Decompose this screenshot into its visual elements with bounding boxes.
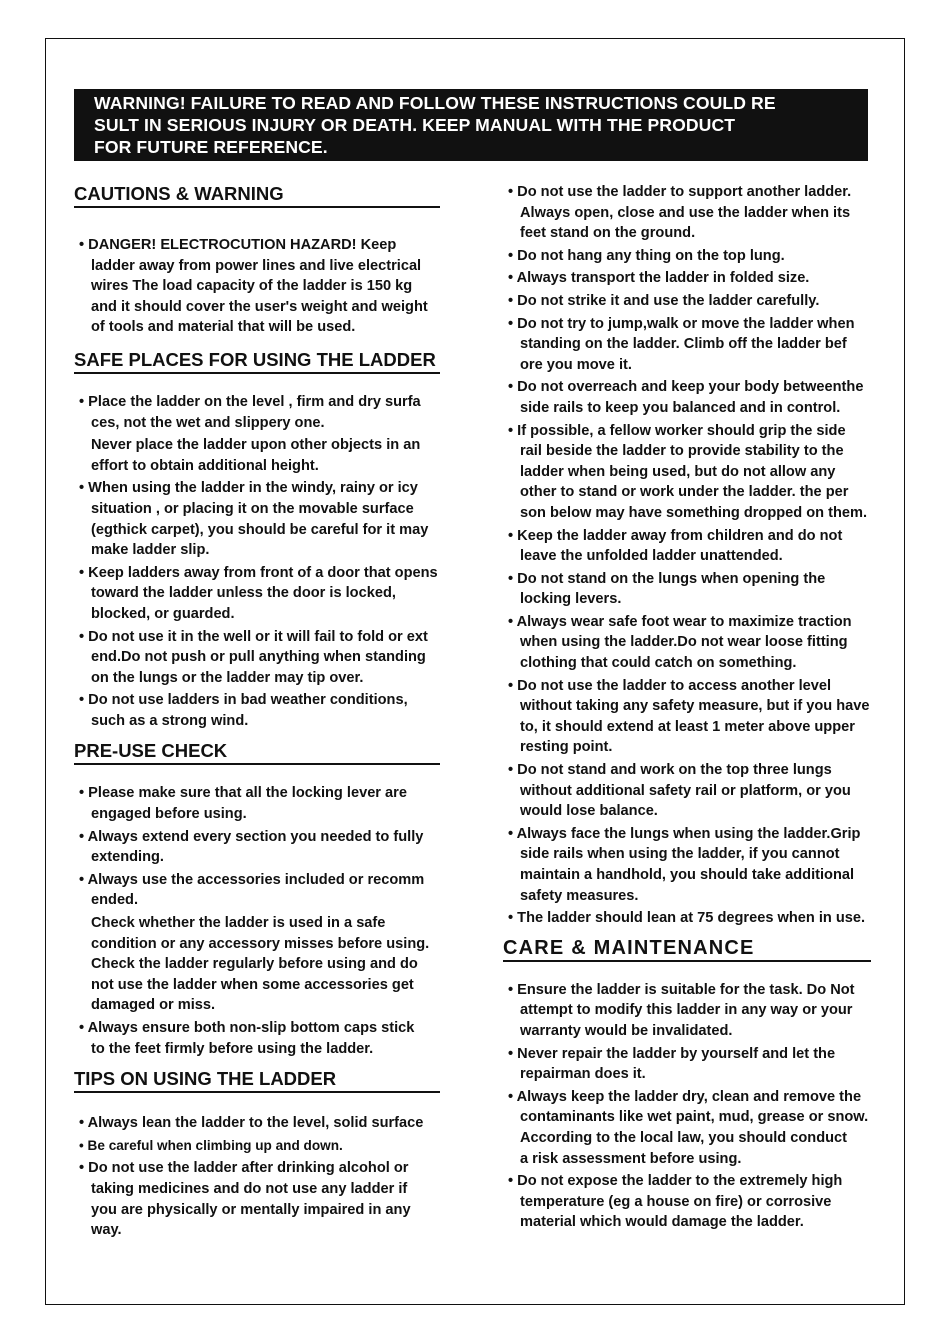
list-item-line: rail beside the ladder to provide stability to the bbox=[520, 443, 844, 460]
list-item-line: • Ensure the ladder is suitable for the task. Do Not bbox=[508, 981, 855, 998]
list-item bbox=[74, 435, 474, 476]
list-item bbox=[503, 421, 903, 524]
list-item bbox=[503, 612, 903, 674]
list-item bbox=[503, 314, 903, 376]
list-item-line: safety measures. bbox=[520, 887, 639, 904]
list-item-line: • Be careful when climbing up and down. bbox=[79, 1137, 343, 1153]
cautions-list bbox=[74, 235, 474, 338]
list-item-line: • Do not strike it and use the ladder carefully. bbox=[508, 292, 820, 309]
list-item bbox=[503, 526, 903, 567]
list-item bbox=[503, 1044, 903, 1085]
list-item-line: ces, not the wet and slippery one. bbox=[91, 414, 325, 431]
list-item bbox=[74, 563, 474, 625]
list-item-line: • Keep ladders away from front of a door that opens bbox=[79, 564, 438, 581]
list-item-line: ladder away from power lines and live electrical bbox=[91, 257, 422, 274]
list-item-line: • Do not use the ladder to support another ladder. bbox=[508, 184, 852, 200]
list-item-line: maintain a handhold, you should take additional bbox=[520, 867, 855, 883]
list-item-line: • Do not use the ladder after drinking alcohol or bbox=[79, 1160, 409, 1177]
warning-line: SULT IN SERIOUS INJURY OR DEATH. KEEP MANUAL WITH THE PRODUCT bbox=[94, 115, 736, 135]
list-item bbox=[503, 760, 903, 822]
list-item-line: a risk assessment before using. bbox=[520, 1150, 742, 1167]
list-item-line: • Do not try to jump,walk or move the ladder when bbox=[508, 315, 855, 332]
list-item bbox=[503, 676, 903, 758]
list-item-line: resting point. bbox=[520, 739, 613, 756]
list-item-line: condition or any accessory misses before using. bbox=[91, 935, 430, 952]
list-item-line: • Do not hang any thing on the top lung. bbox=[508, 247, 785, 264]
list-item-line: • Do not stand on the lungs when opening the bbox=[508, 570, 826, 587]
list-item bbox=[74, 690, 474, 731]
list-item-line: without additional safety rail or platform, or you bbox=[520, 782, 851, 799]
list-item-line: toward the ladder unless the door is locked, bbox=[91, 585, 396, 602]
list-item-line: to the feet firmly before using the ladder. bbox=[91, 1040, 374, 1057]
list-item-line: • Always use the accessories included or recomm bbox=[79, 871, 425, 888]
list-item bbox=[74, 783, 474, 824]
list-item-line: and it should cover the user's weight and weight bbox=[91, 298, 428, 315]
right-rules-list bbox=[503, 182, 903, 929]
list-item bbox=[503, 569, 903, 610]
safe-places-list bbox=[74, 392, 474, 732]
list-item-line: • Always keep the ladder dry, clean and remove the bbox=[508, 1088, 862, 1105]
list-item bbox=[503, 1171, 903, 1233]
tips-list bbox=[74, 1113, 474, 1241]
list-item-line: locking levers. bbox=[520, 591, 622, 608]
list-item-line: side rails to keep you balanced and in control. bbox=[520, 399, 841, 416]
list-item-line: • Do not expose the ladder to the extremely high bbox=[508, 1173, 843, 1190]
list-item-line: Check whether the ladder is used in a safe bbox=[91, 915, 386, 932]
list-item-line: • Do not use the ladder to access another level bbox=[508, 677, 832, 694]
warning-banner bbox=[74, 89, 868, 161]
list-item-line: • Always face the lungs when using the ladder.Grip bbox=[508, 825, 861, 842]
right-column bbox=[503, 182, 903, 1233]
list-item-line: blocked, or guarded. bbox=[91, 605, 235, 622]
list-item-line: • Always transport the ladder in folded size. bbox=[508, 270, 810, 287]
list-item-line: would lose balance. bbox=[520, 803, 658, 820]
list-item bbox=[74, 1113, 474, 1134]
list-item bbox=[503, 246, 903, 267]
section-title-care: CARE & MAINTENANCE bbox=[503, 937, 871, 962]
list-item-line: • Always ensure both non-slip bottom caps stick bbox=[79, 1020, 415, 1036]
list-item-line: ended. bbox=[91, 892, 139, 909]
list-item bbox=[74, 1136, 474, 1157]
list-item-line: repairman does it. bbox=[520, 1066, 646, 1083]
list-item-line: on the lungs or the ladder may tip over. bbox=[91, 669, 364, 686]
list-item bbox=[74, 235, 474, 338]
list-item-line: standing on the ladder. Climb off the ladder bef bbox=[520, 336, 847, 353]
list-item-line: feet stand on the ground. bbox=[520, 225, 696, 242]
list-item-line: • The ladder should lean at 75 degrees when in use. bbox=[508, 910, 866, 927]
list-item-line: when using the ladder.Do not wear loose fitting bbox=[520, 634, 848, 651]
list-item-line: engaged before using. bbox=[91, 806, 247, 823]
list-item bbox=[74, 1158, 474, 1240]
list-item-line: • Do not use ladders in bad weather conditions, bbox=[79, 692, 408, 709]
list-item-line: way. bbox=[91, 1222, 122, 1239]
list-item-line: you are physically or mentally impaired in any bbox=[91, 1201, 411, 1218]
list-item-line: son below may have something dropped on them. bbox=[520, 504, 868, 521]
list-item-line: warranty would be invalidated. bbox=[520, 1022, 733, 1039]
pre-use-list bbox=[74, 783, 474, 1059]
list-item bbox=[503, 377, 903, 418]
list-item bbox=[503, 1087, 903, 1169]
list-item-line: make ladder slip. bbox=[91, 542, 210, 559]
list-item-line: • Always extend every section you needed to fully bbox=[79, 828, 424, 845]
list-item-line: • Do not use it in the well or it will fail to fold or ext bbox=[79, 628, 428, 645]
list-item bbox=[74, 913, 474, 1016]
list-item-line: ladder when being used, but do not allow any bbox=[520, 463, 836, 480]
list-item-line: (egthick carpet), you should be careful for it may bbox=[91, 521, 429, 538]
list-item bbox=[503, 908, 903, 929]
list-item-line: Never place the ladder upon other objects in an bbox=[91, 437, 421, 454]
left-column bbox=[74, 183, 474, 1241]
list-item-line: contaminants like wet paint, mud, grease or snow. bbox=[520, 1109, 869, 1126]
list-item-line: • Always lean the ladder to the level, solid surface bbox=[79, 1115, 424, 1132]
list-item-line: • Keep the ladder away from children and do not bbox=[508, 527, 843, 544]
list-item-line: to, it should extend at least 1 meter above upper bbox=[520, 718, 855, 735]
list-item-line: extending. bbox=[91, 849, 164, 866]
list-item-line: leave the unfolded ladder unattended. bbox=[520, 548, 783, 565]
list-item bbox=[74, 1018, 474, 1059]
list-item-line: • Never repair the ladder by yourself and let the bbox=[508, 1045, 836, 1062]
list-item-line: other to stand or work under the ladder. the per bbox=[520, 484, 849, 501]
list-item-line: effort to obtain additional height. bbox=[91, 457, 319, 474]
list-item bbox=[74, 478, 474, 560]
list-item-line: situation , or placing it on the movable surface bbox=[91, 500, 414, 517]
list-item-line: not use the ladder when some accessories get bbox=[91, 976, 414, 993]
list-item-line: • Always wear safe foot wear to maximize traction bbox=[508, 613, 852, 630]
list-item-line: wires The load capacity of the ladder is 150 kg bbox=[91, 278, 413, 295]
list-item bbox=[503, 824, 903, 906]
list-item-line: of tools and material that will be used. bbox=[91, 319, 356, 336]
list-item-line: such as a strong wind. bbox=[91, 712, 249, 729]
list-item-line: • DANGER! ELECTROCUTION HAZARD! Keep bbox=[79, 237, 397, 253]
list-item bbox=[503, 182, 903, 244]
list-item-line: According to the local law, you should conduct bbox=[520, 1129, 848, 1146]
section-title-tips: TIPS ON USING THE LADDER bbox=[74, 1068, 440, 1093]
list-item-line: • Place the ladder on the level , firm and dry surfa bbox=[79, 393, 421, 410]
list-item bbox=[503, 268, 903, 289]
list-item-line: • Do not stand and work on the top three lungs bbox=[508, 762, 832, 779]
warning-line: FOR FUTURE REFERENCE. bbox=[94, 137, 328, 157]
list-item-line: end.Do not push or pull anything when standing bbox=[91, 649, 426, 666]
list-item-line: damaged or miss. bbox=[91, 997, 216, 1014]
list-item-line: material which would damage the ladder. bbox=[520, 1214, 804, 1231]
list-item-line: taking medicines and do not use any ladder if bbox=[91, 1180, 408, 1197]
section-title-cautions: CAUTIONS & WARNING bbox=[74, 183, 440, 208]
section-title-safe-places: SAFE PLACES FOR USING THE LADDER bbox=[74, 349, 440, 374]
list-item bbox=[503, 291, 903, 312]
list-item-line: • Do not overreach and keep your body betweenthe bbox=[508, 379, 864, 396]
list-item-line: side rails when using the ladder, if you cannot bbox=[520, 846, 840, 863]
list-item bbox=[74, 827, 474, 868]
list-item-line: • If possible, a fellow worker should grip the side bbox=[508, 422, 846, 439]
list-item-line: Always open, close and use the ladder when its bbox=[520, 204, 851, 221]
list-item-line: • Please make sure that all the locking lever are bbox=[79, 785, 407, 802]
list-item-line: without taking any safety measure, but if you have bbox=[520, 698, 870, 715]
list-item bbox=[74, 392, 474, 433]
list-item-line: temperature (eg a house on fire) or corrosive bbox=[520, 1193, 832, 1210]
care-list bbox=[503, 980, 903, 1233]
list-item-line: clothing that could catch on something. bbox=[520, 655, 797, 672]
list-item-line: Check the ladder regularly before using and do bbox=[91, 956, 418, 973]
list-item bbox=[74, 627, 474, 689]
list-item bbox=[74, 870, 474, 911]
list-item bbox=[503, 980, 903, 1042]
warning-line: WARNING! FAILURE TO READ AND FOLLOW THESE INSTRUCTIONS COULD RE bbox=[94, 93, 776, 113]
list-item-line: • When using the ladder in the windy, rainy or icy bbox=[79, 480, 418, 497]
section-title-pre-use: PRE-USE CHECK bbox=[74, 740, 440, 765]
list-item-line: ore you move it. bbox=[520, 356, 632, 373]
list-item-line: attempt to modify this ladder in any way or your bbox=[520, 1002, 853, 1019]
